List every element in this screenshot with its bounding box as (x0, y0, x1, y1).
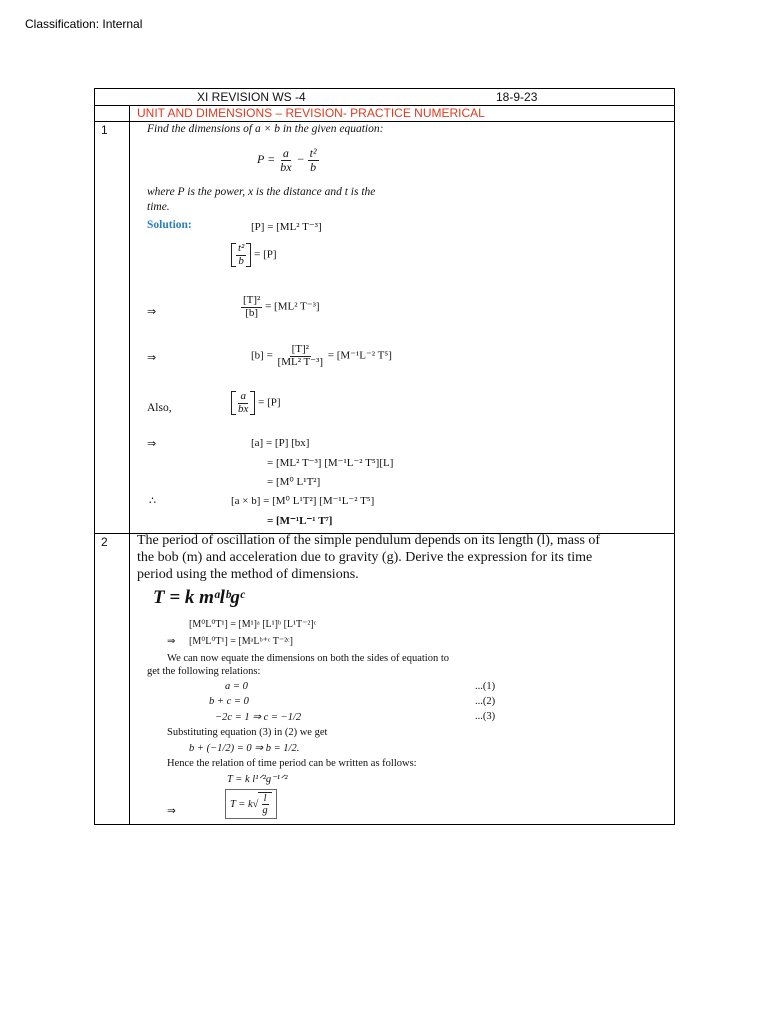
question-text: The period of oscillation of the simple pendulum depends on its length (l), mass of (137, 533, 601, 548)
relation-number: ...(1) (475, 681, 496, 692)
explanation-text: Hence the relation of time period can be written as follows: (167, 758, 417, 769)
relation: −2c = 1 ⇒ c = −1/2 (215, 712, 302, 723)
question-text: Find the dimensions of a × b in the given equation: (147, 123, 384, 135)
question-text: time. (147, 201, 170, 213)
solution-step: [a] = [P] [bx] (251, 437, 310, 449)
result-equation: T = k l¹ᐟ²g⁻¹ᐟ² (227, 774, 288, 785)
explanation-text: We can now equate the dimensions on both the sides of equation to (167, 653, 450, 664)
implies-symbol: ⇒ (147, 352, 157, 364)
solution-step: [b] = $\frac{\text{[T]²}}{\text{[ML² T⁻³]}}$ = [M⁻¹L⁻² T⁵] (251, 343, 392, 368)
explanation-text: get the following relations: (147, 666, 261, 677)
solution-answer: = [M⁻¹L⁻¹ T⁷] (267, 515, 333, 527)
worksheet-date: 18-9-23 (496, 90, 538, 104)
solution-step: [P] = [ML² T⁻³] (251, 221, 322, 233)
question-number: 1 (101, 123, 108, 137)
worksheet-table (94, 88, 675, 825)
also-label: Also, (147, 402, 172, 414)
solution-step: [a × b] = [M⁰ L¹T²] [M⁻¹L⁻² T⁵] (231, 495, 375, 507)
therefore-symbol: ∴ (149, 495, 156, 507)
worksheet-subtitle: UNIT AND DIMENSIONS – REVISION- PRACTICE NUMERICAL (137, 106, 485, 120)
worksheet-title: XI REVISION WS -4 (197, 90, 306, 104)
implies-symbol: ⇒ (167, 636, 176, 647)
solution-label: Solution: (147, 219, 192, 231)
solution-step: $\frac{a}{bx}$ = [P] (231, 391, 281, 415)
implies-symbol: ⇒ (167, 806, 176, 817)
relation-number: ...(3) (475, 711, 496, 722)
relation-number: ...(2) (475, 696, 496, 707)
relation: a = 0 (225, 681, 248, 692)
solution-step: = [M⁰ L¹T²] (267, 476, 321, 488)
implies-symbol: ⇒ (147, 438, 157, 450)
solution-step: = [ML² T⁻³] [M⁻¹L⁻² T⁵][L] (267, 457, 394, 469)
explanation-text: Substituting equation (3) in (2) we get (167, 727, 328, 738)
formula: T = k mᵃlᵇgᶜ (153, 587, 245, 608)
question-text: where P is the power, x is the distance and t is the (147, 186, 376, 198)
equation: P = $\frac{a}{bx}$ − $\frac{\text{t²}}{b}$ (257, 146, 317, 174)
classification-label: Classification: Internal (25, 17, 143, 31)
relation: b + c = 0 (209, 696, 249, 707)
solution-step: $\frac{\text{t²}}{b}$ = [P] (231, 243, 277, 267)
final-result: T = k √ $\frac{l}{g}$ (225, 789, 277, 819)
solution-step: $\frac{\text{[T]²}}{[b]}$ = [ML² T⁻³] (243, 294, 320, 319)
question-text: period using the method of dimensions. (137, 567, 359, 582)
question-number: 2 (101, 535, 108, 549)
implies-symbol: ⇒ (147, 306, 157, 318)
dimension-equation: [M⁰L⁰T¹] = [M¹]ᵃ [L¹]ᵇ [L¹T⁻²]ᶜ (189, 619, 317, 630)
row-divider (95, 121, 674, 122)
question-text: the bob (m) and acceleration due to gravity (g). Derive the expression for its time (137, 550, 593, 565)
column-divider (129, 105, 130, 825)
explanation-text: b + (−1/2) = 0 ⇒ b = 1/2. (189, 743, 300, 754)
dimension-equation: [M⁰L⁰T¹] = [MᵃLᵇ⁺ᶜ T⁻²ᶜ] (189, 636, 294, 647)
